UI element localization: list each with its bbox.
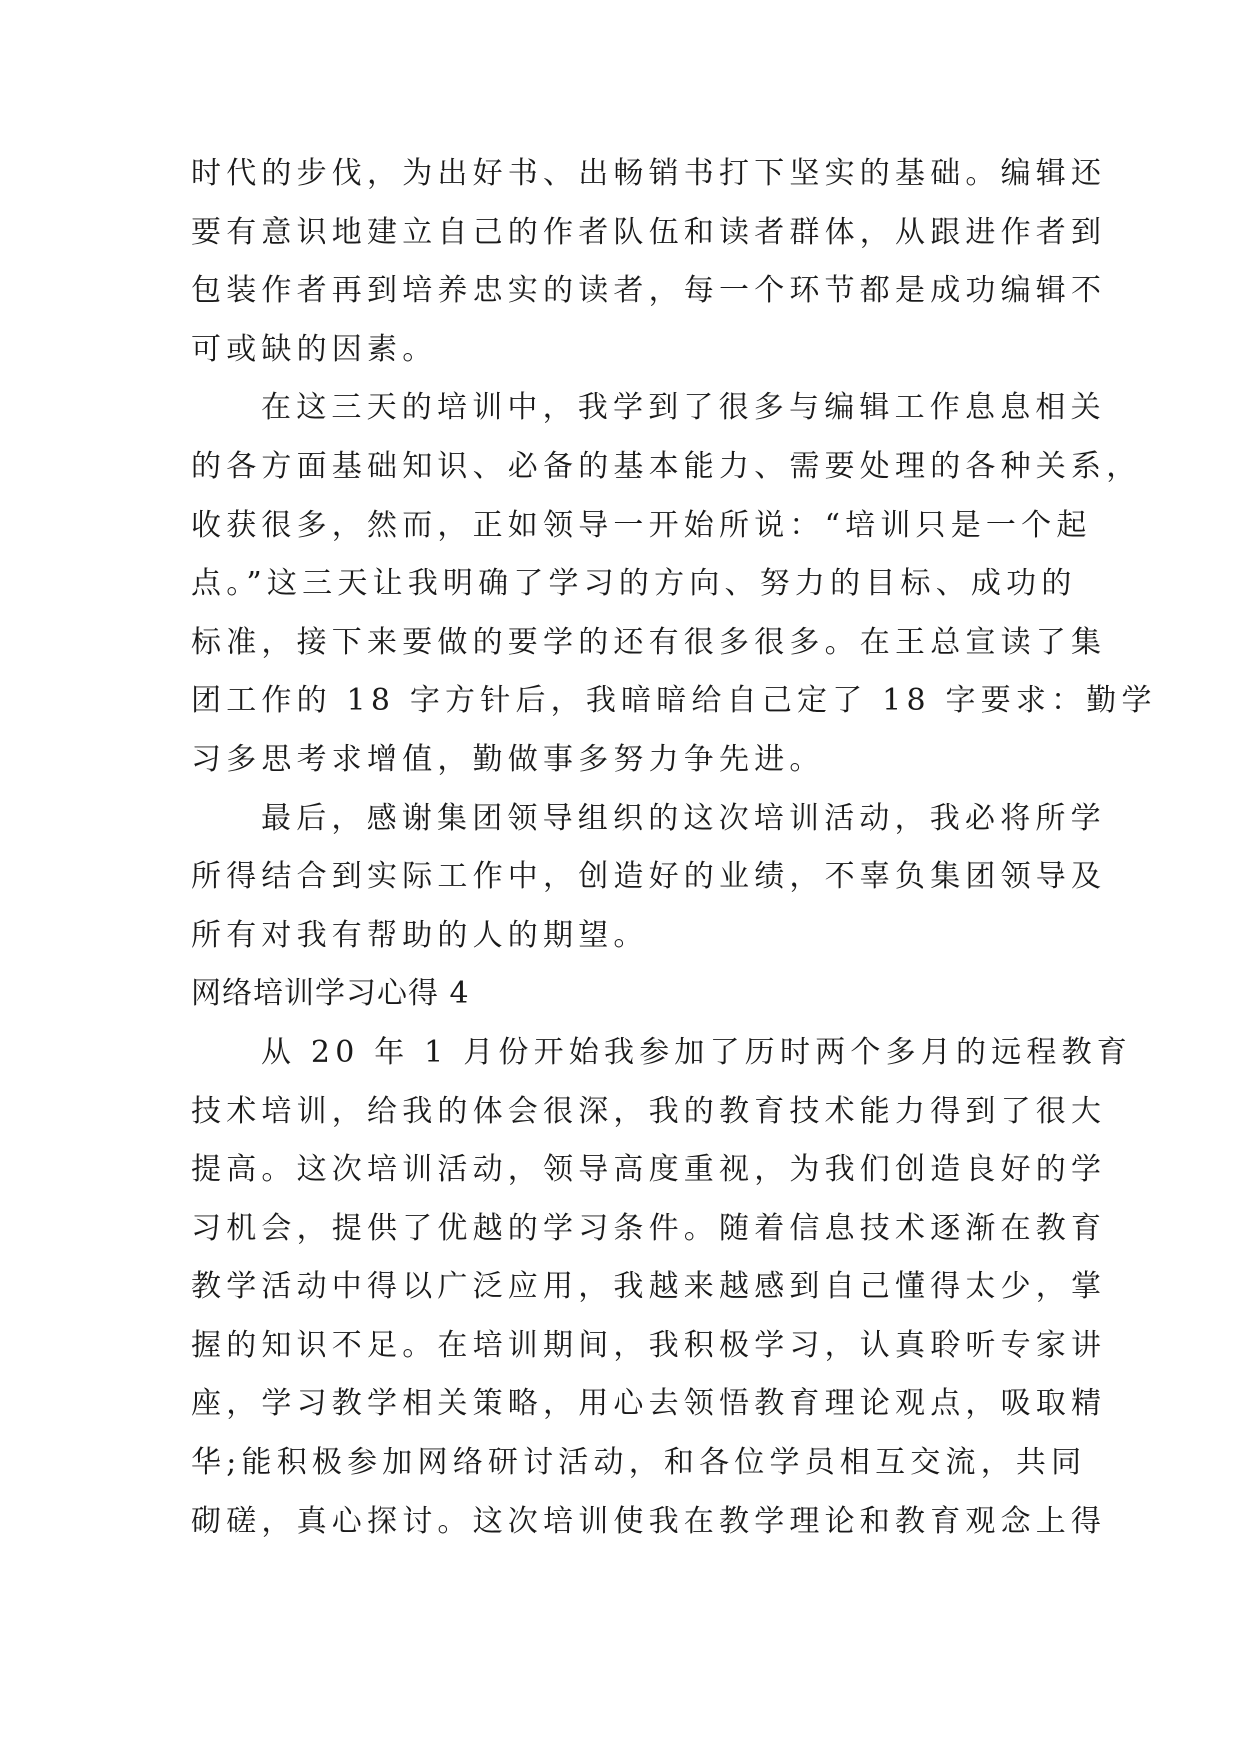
document-body [191,145,1157,1551]
text-line: 的各方面基础知识、必备的基本能力、需要处理的各种关系， [191,448,1142,484]
section-heading: 网络培训学习心得 4 [191,976,470,1012]
text-line: 所有对我有帮助的人的期望。 [191,917,649,953]
text-line: 技术培训，给我的体会很深，我的教育技术能力得到了很大 [191,1093,1107,1129]
text-line: 砌磋，真心探讨。这次培训使我在教学理论和教育观念上得 [191,1503,1107,1539]
text-line: 习多思考求增值，勤做事多努力争先进。 [191,741,825,777]
paragraph-first-line: 最后，感谢集团领导组织的这次培训活动，我必将所学 [261,800,1106,836]
paragraph-first-line: 从 20 年 1 月份开始我参加了历时两个多月的远程教育 [261,1034,1133,1070]
text-line: 点。”这三天让我明确了学习的方向、努力的目标、成功的 [191,566,1077,602]
text-line: 华;能积极参加网络研讨活动，和各位学员相互交流，共同 [191,1445,1087,1481]
text-line: 时代的步伐，为出好书、出畅销书打下坚实的基础。编辑还 [191,156,1107,191]
paragraph-first-line: 在这三天的培训中，我学到了很多与编辑工作息息相关 [261,390,1106,426]
text-line: 团工作的 18 字方针后，我暗暗给自己定了 18 字要求：勤学 [191,683,1157,719]
text-line: 握的知识不足。在培训期间，我积极学习，认真聆听专家讲 [191,1327,1107,1363]
text-line: 可或缺的因素。 [191,331,438,367]
text-line: 要有意识地建立自己的作者队伍和读者群体，从跟进作者到 [191,214,1107,250]
text-line: 标准，接下来要做的要学的还有很多很多。在王总宣读了集 [191,624,1107,660]
text-line: 习机会，提供了优越的学习条件。随着信息技术逐渐在教育 [191,1210,1107,1246]
text-line: 包装作者再到培养忠实的读者，每一个环节都是成功编辑不 [191,273,1107,309]
text-line: 收获很多，然而，正如领导一开始所说：“培训只是一个起 [191,507,1092,543]
text-line: 所得结合到实际工作中，创造好的业绩，不辜负集团领导及 [191,859,1107,895]
text-line: 教学活动中得以广泛应用，我越来越感到自己懂得太少，掌 [191,1269,1107,1305]
text-line: 提高。这次培训活动，领导高度重视，为我们创造良好的学 [191,1152,1107,1188]
text-line: 座，学习教学相关策略，用心去领悟教育理论观点，吸取精 [191,1386,1107,1422]
